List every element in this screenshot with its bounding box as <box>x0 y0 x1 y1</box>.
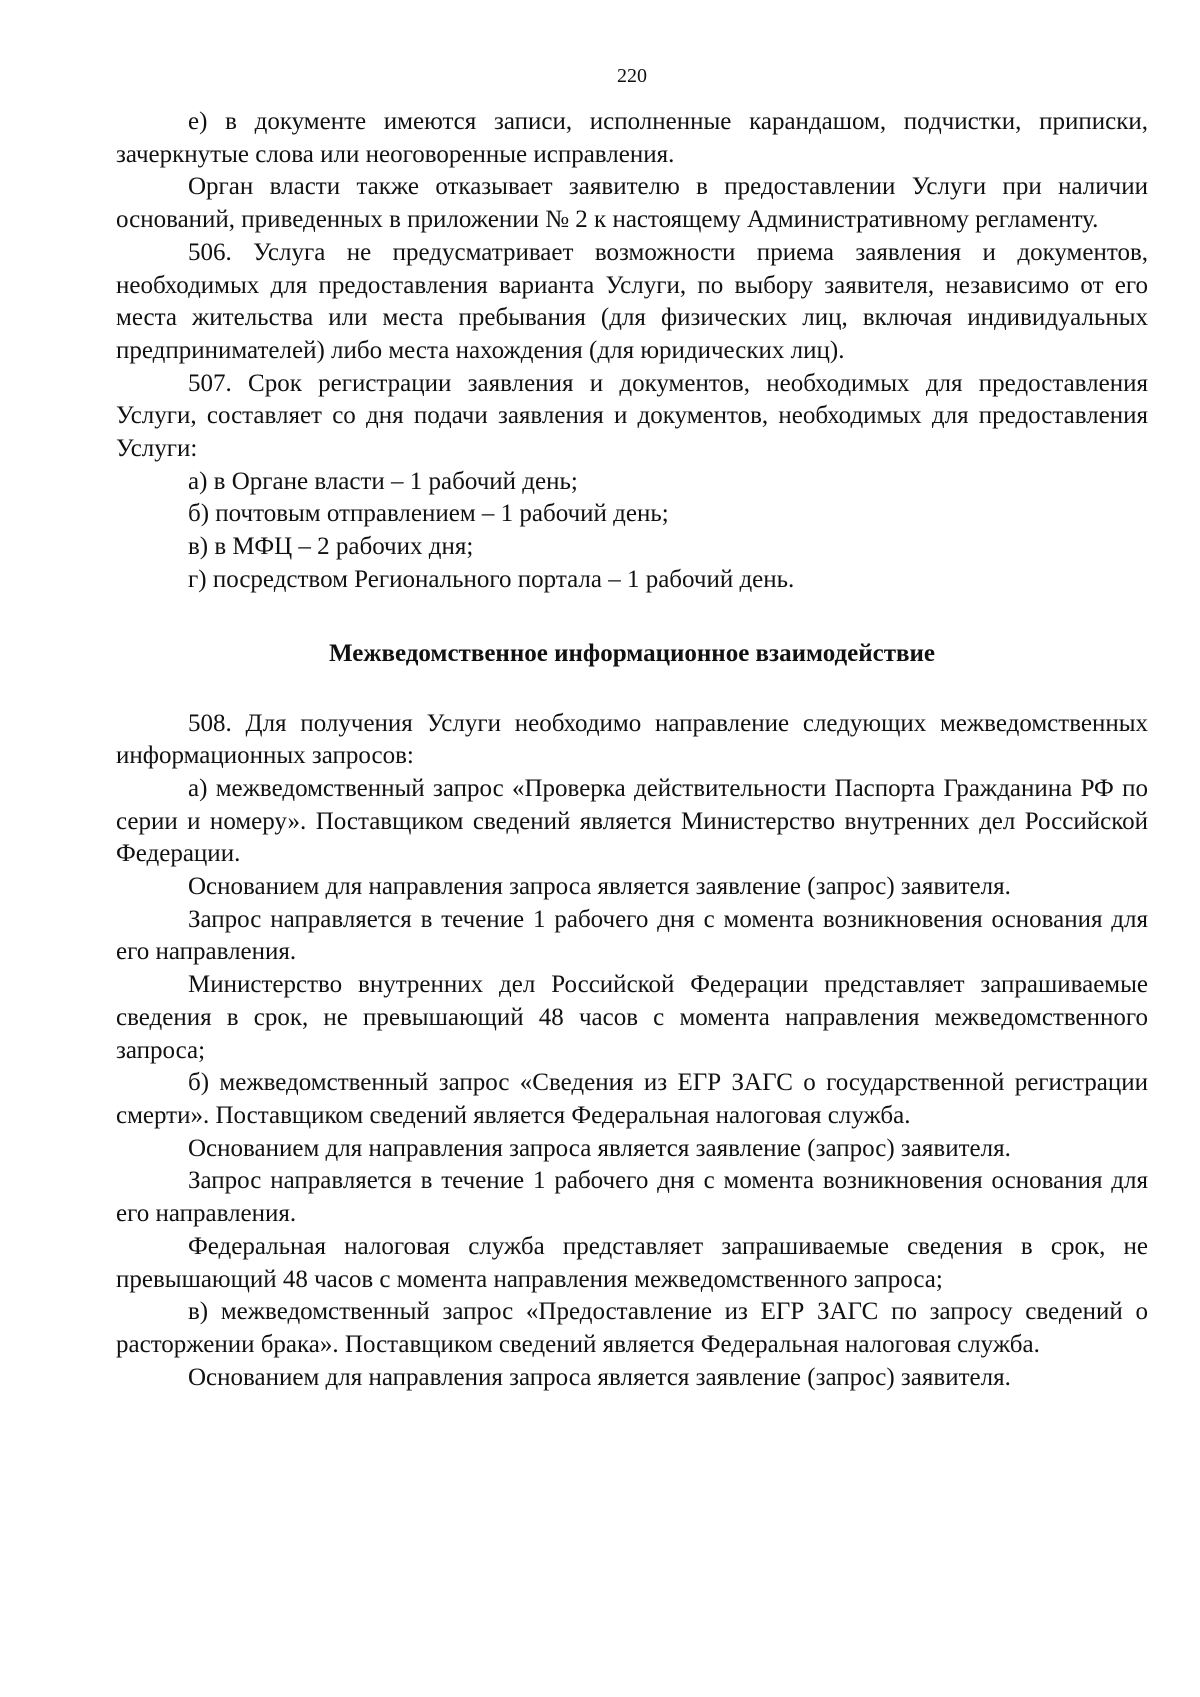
paragraph-response-b: Федеральная налоговая служба представляет запрашиваемые сведения в срок, не превышающий 48 часов с момента направления межведомственного запроса; <box>116 1232 1148 1293</box>
list-item-b: б) почтовым отправлением – 1 рабочий день; <box>188 500 669 528</box>
list-item-v: в) в МФЦ – 2 рабочих дня; <box>188 533 474 561</box>
page-number: 220 <box>617 65 647 87</box>
section-heading: Межведомственное информационное взаимодействие <box>329 639 935 667</box>
document-page <box>116 62 1148 1394</box>
paragraph-refusal-grounds: Орган власти также отказывает заявителю в предоставлении Услуги при наличии оснований, приведенных в приложении № 2 к настоящему Административному регламенту. <box>116 173 1148 234</box>
paragraph-clause-e: е) в документе имеются записи, исполненные карандашом, подчистки, приписки, зачеркнутые слова или неоговоренные исправления. <box>116 108 1148 168</box>
paragraph-508: 508. Для получения Услуги необходимо направление следующих межведомственных информационных запросов: <box>116 709 1148 770</box>
paragraph-response-a: Министерство внутренних дел Российской Федерации представляет запрашиваемые сведения в срок, не превышающий 48 часов с момента направления межведомственного запроса; <box>116 971 1148 1064</box>
paragraph-request-b: б) межведомственный запрос «Сведения из ЕГР ЗАГС о государственной регистрации смерти». Поставщиком сведений является Федеральная налоговая служба. <box>116 1069 1148 1129</box>
paragraph-507: 507. Срок регистрации заявления и документов, необходимых для предоставления Услуги, составляет со дня подачи заявления и документов, необходимых для предоставления Услуги: <box>116 369 1148 463</box>
paragraph-basis-b: Основанием для направления запроса является заявление (запрос) заявителя. <box>188 1134 1011 1162</box>
paragraph-request-a: а) межведомственный запрос «Проверка действительности Паспорта Гражданина РФ по серии и номеру». Поставщиком сведений является Министерство внутренних дел Российской Федерации. <box>116 774 1148 868</box>
section-refusal-and-registration <box>116 106 1148 597</box>
paragraph-basis-v: Основанием для направления запроса является заявление (запрос) заявителя. <box>188 1363 1011 1391</box>
list-item-a: а) в Органе власти – 1 рабочий день; <box>188 467 578 495</box>
paragraph-request-v: в) межведомственный запрос «Предоставление из ЕГР ЗАГС по запросу сведений о расторжении брака». Поставщиком сведений является Федеральная налоговая служба. <box>116 1298 1148 1358</box>
list-item-g: г) посредством Регионального портала – 1 рабочий день. <box>188 565 795 593</box>
paragraph-timing-a: Запрос направляется в течение 1 рабочего дня с момента возникновения основания для его направления. <box>116 905 1148 966</box>
paragraph-basis-a: Основанием для направления запроса является заявление (запрос) заявителя. <box>188 873 1011 901</box>
section-interagency-interaction <box>116 708 1148 1395</box>
paragraph-506: 506. Услуга не предусматривает возможности приема заявления и документов, необходимых для предоставления варианта Услуги, по выбору заявителя, независимо от его места жительства или места пребывания (для физических лиц, включая индивидуальных предпринимателей) либо места нахождения (для юридических лиц). <box>116 238 1148 364</box>
paragraph-timing-b: Запрос направляется в течение 1 рабочего дня с момента возникновения основания для его направления. <box>116 1167 1148 1228</box>
